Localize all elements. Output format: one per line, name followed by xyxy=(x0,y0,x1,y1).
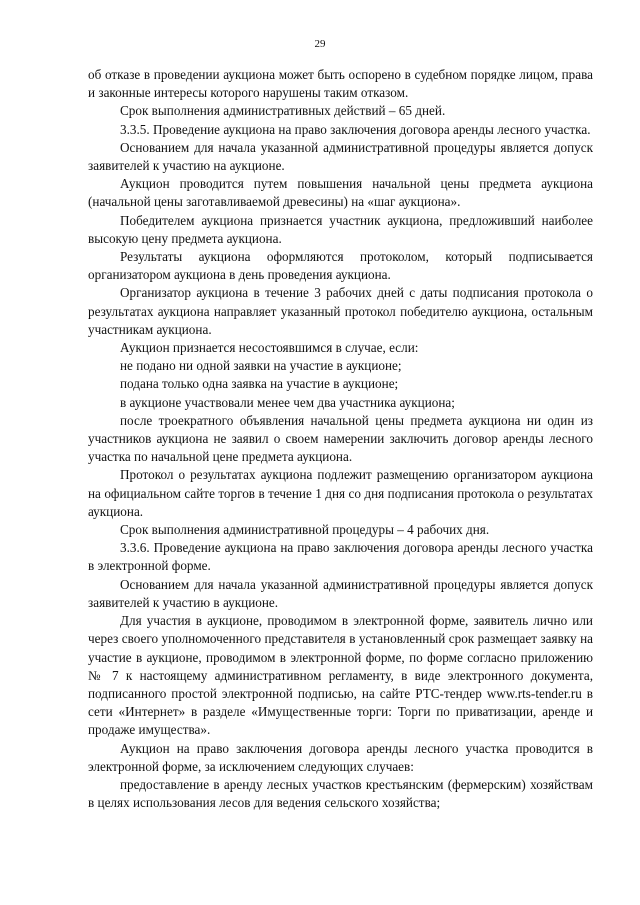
list-item: подана только одна заявка на участие в аукционе; xyxy=(120,376,399,392)
section-heading: 3.3.6. Проведение аукциона на право заключения договора аренды лесного участка в электронной форме. xyxy=(88,540,593,574)
paragraph: Победителем аукциона признается участник аукциона, предложивший наиболее высокую цену предмета аукциона. xyxy=(88,212,593,246)
paragraph: Срок выполнения административных действий – 65 дней. xyxy=(120,103,446,119)
list-item: в аукционе участвовали менее чем два участника аукциона; xyxy=(120,394,455,410)
paragraph: об отказе в проведении аукциона может быть оспорено в судебном порядке лицом, права и законные интересы которого нарушены таким отказом. xyxy=(88,67,593,101)
paragraph: Аукцион признается несостоявшимся в случае, если: xyxy=(120,340,419,356)
paragraph: Результаты аукциона оформляются протоколом, который подписывается организатором аукциона в день проведения аукциона. xyxy=(88,249,593,283)
paragraph: Организатор аукциона в течение 3 рабочих дней с даты подписания протокола о результатах аукциона направляет указанный протокол победителю аукциона, остальным участникам аукциона. xyxy=(88,285,593,337)
paragraph: Аукцион на право заключения договора аренды лесного участка проводится в электронной форме, за исключением следующих случаев: xyxy=(88,740,593,774)
page-number: 29 xyxy=(314,38,326,50)
list-item: после троекратного объявления начальной цены предмета аукциона ни один из участников аукциона не заявил о своем намерении заключить договор аренды лесного участка по начальной цене предмета аукциона. xyxy=(88,412,593,465)
list-item: не подано ни одной заявки на участие в аукционе; xyxy=(120,358,402,374)
section-heading: 3.3.5. Проведение аукциона на право заключения договора аренды лесного участка. xyxy=(120,121,591,137)
paragraph: Протокол о результатах аукциона подлежит размещению организатором аукциона на официальном сайте торгов в течение 1 дня со дня подписания протокола о результатах аукциона. xyxy=(88,467,593,519)
paragraph: Аукцион проводится путем повышения начальной цены предмета аукциона (начальной цены заготавливаемой древесины) на «шаг аукциона». xyxy=(88,176,593,210)
paragraph: Срок выполнения административной процедуры – 4 рабочих дня. xyxy=(120,522,490,538)
paragraph: Для участия в аукционе, проводимом в электронной форме, заявитель лично или через своего уполномоченного представителя в установленный срок размещает заявку на участие в аукционе, проводимом в электронной форме, по форме согласно приложению № 7 к настоящему административном регламенту, в виде электронного документа, подписанного простой электронной подписью, на сайте РТС-тендер www.rts-tender.ru в сети «Интернет» в разделе «Имущественные торги: Торги по приватизации, аренде и продаже имущества». xyxy=(88,613,593,738)
document-body xyxy=(88,66,593,812)
list-item: предоставление в аренду лесных участков крестьянским (фермерским) хозяйствам в целях использования лесов для ведения сельского хозяйства; xyxy=(88,776,593,811)
paragraph: Основанием для начала указанной административной процедуры является допуск заявителей к участию в аукционе. xyxy=(88,576,593,610)
paragraph: Основанием для начала указанной административной процедуры является допуск заявителей к участию на аукционе. xyxy=(88,139,593,174)
